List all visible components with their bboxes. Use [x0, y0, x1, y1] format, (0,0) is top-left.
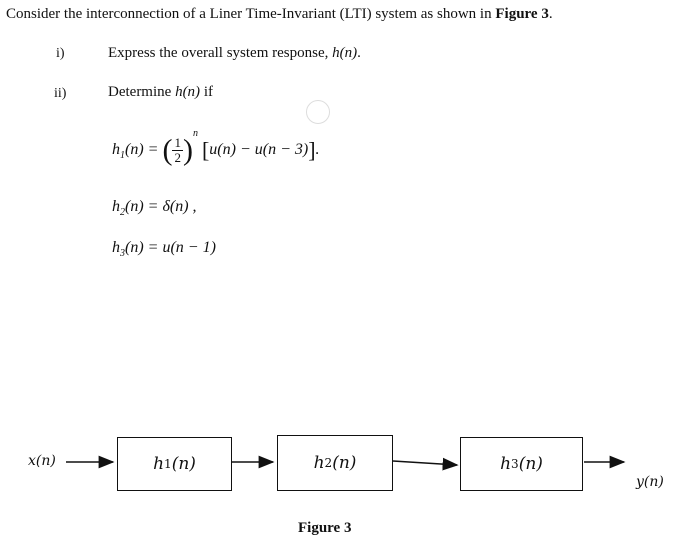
eq-h2-rest: (n) = δ(n) , [125, 198, 197, 215]
question-2-end: if [200, 84, 213, 100]
eq-h3-symbol: h [112, 239, 120, 256]
left-paren: ( [162, 133, 173, 167]
eq-h3-subscript: 3 [120, 248, 125, 260]
eq-h1-arg: (n) = [125, 141, 159, 158]
block-h3-symbol: h [500, 454, 512, 474]
intro-figure-ref: Figure 3 [495, 6, 549, 22]
eq-h2-subscript: 2 [120, 207, 125, 219]
block-h3 [460, 437, 583, 491]
question-1-math: h(n) [332, 45, 358, 61]
question-1-end: . [357, 45, 361, 61]
question-1-body: Express the overall system response, [108, 45, 333, 61]
block-h3-subscript: 3 [511, 457, 519, 471]
block-h3-arg: (n) [518, 454, 543, 474]
right-bracket: ] [308, 137, 316, 163]
eq-h1-subscript: 1 [120, 150, 125, 162]
block-h2-arg: (n) [332, 453, 357, 473]
eq-h1-exponent: n [192, 128, 198, 139]
right-paren: ) [182, 133, 193, 167]
block-h2-symbol: h [313, 453, 325, 473]
input-signal-label: x(n) [28, 453, 56, 469]
question-2-math: h(n) [175, 84, 201, 100]
left-bracket: [ [201, 137, 210, 163]
eq-h3-rest: (n) = u(n − 1) [125, 239, 216, 256]
block-h1 [117, 437, 232, 491]
eq-h1-symbol: h [112, 141, 120, 158]
eq-h1-rhs: u(n) − u(n − 3) [209, 141, 309, 158]
eq-h2-symbol: h [112, 198, 120, 215]
figure-caption: Figure 3 [298, 520, 352, 536]
fraction-numerator: 1 [174, 134, 181, 150]
question-1-number: i) [56, 46, 65, 61]
block-h1-subscript: 1 [164, 457, 172, 471]
block-h2 [277, 435, 393, 491]
block-h1-symbol: h [153, 454, 165, 474]
block-h2-subscript: 2 [324, 456, 333, 470]
block-h1-arg: (n) [171, 454, 196, 474]
question-2-number: ii) [54, 86, 67, 101]
intro-body: Consider the interconnection of a Liner Time-Invariant (LTI) system as shown in [6, 6, 496, 22]
eq-h1-end: . [315, 141, 320, 158]
output-signal-label: y(n) [636, 474, 664, 490]
question-2-body: Determine [108, 84, 176, 100]
arrow-h2-h3 [393, 461, 457, 465]
intro-end: . [548, 6, 553, 22]
fraction-denominator: 2 [174, 149, 181, 165]
